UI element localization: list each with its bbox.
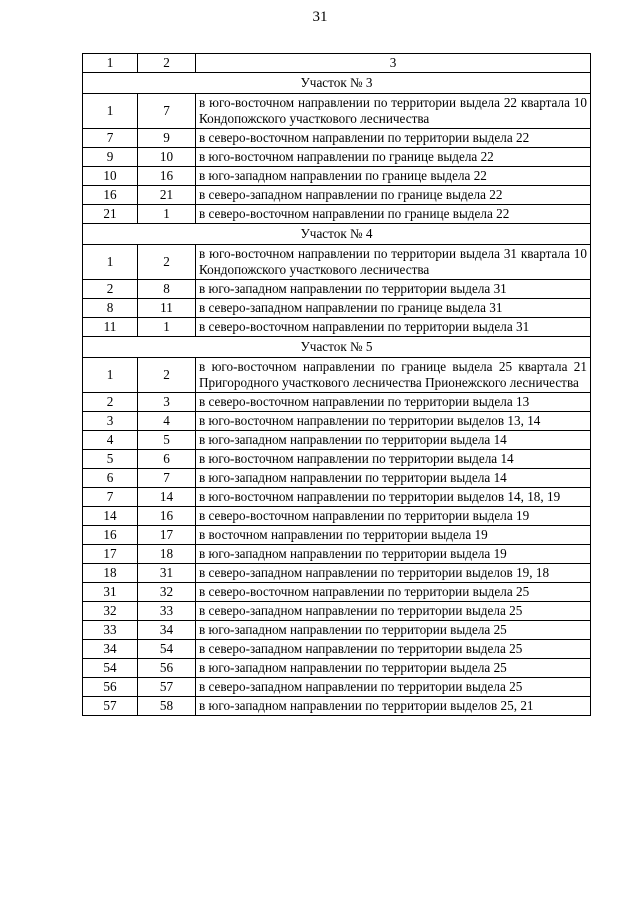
from-point-cell: 16 (83, 526, 138, 545)
table-row (83, 450, 591, 469)
to-point-cell: 2 (138, 358, 196, 393)
to-point-cell: 3 (138, 393, 196, 412)
from-point-cell: 6 (83, 469, 138, 488)
from-point-cell: 56 (83, 678, 138, 697)
section-title: Участок № 3 (83, 73, 591, 94)
from-point-cell: 8 (83, 299, 138, 318)
table-row (83, 205, 591, 224)
table-row (83, 659, 591, 678)
to-point-cell: 8 (138, 280, 196, 299)
direction-description-cell: в юго-восточном направлении по территории выдела 31 квартала 10 Кондопожского участкового лесничества (196, 245, 591, 280)
from-point-cell: 1 (83, 94, 138, 129)
from-point-cell: 9 (83, 148, 138, 167)
table-row (83, 245, 591, 280)
direction-description-cell: в северо-восточном направлении по территории выдела 19 (196, 507, 591, 526)
to-point-cell: 16 (138, 507, 196, 526)
to-point-cell: 7 (138, 94, 196, 129)
to-point-cell: 14 (138, 488, 196, 507)
table-row (83, 393, 591, 412)
to-point-cell: 9 (138, 129, 196, 148)
from-point-cell: 10 (83, 167, 138, 186)
from-point-cell: 7 (83, 129, 138, 148)
to-point-cell: 18 (138, 545, 196, 564)
from-point-cell: 1 (83, 245, 138, 280)
to-point-cell: 33 (138, 602, 196, 621)
to-point-cell: 11 (138, 299, 196, 318)
column-header-1: 1 (83, 54, 138, 73)
table-row (83, 678, 591, 697)
table-row (83, 318, 591, 337)
to-point-cell: 57 (138, 678, 196, 697)
direction-description-cell: в юго-западном направлении по территории выдела 14 (196, 431, 591, 450)
direction-description-cell: в юго-восточном направлении по территории выдела 14 (196, 450, 591, 469)
direction-description-cell: в северо-восточном направлении по территории выдела 25 (196, 583, 591, 602)
from-point-cell: 17 (83, 545, 138, 564)
table-row (83, 621, 591, 640)
table-row (83, 564, 591, 583)
direction-description-cell: в юго-восточном направлении по территории выделов 13, 14 (196, 412, 591, 431)
direction-description-cell: в юго-западном направлении по территории выдела 25 (196, 659, 591, 678)
to-point-cell: 6 (138, 450, 196, 469)
from-point-cell: 1 (83, 358, 138, 393)
to-point-cell: 54 (138, 640, 196, 659)
direction-description-cell: в северо-западном направлении по границе выдела 31 (196, 299, 591, 318)
direction-description-cell: в юго-западном направлении по территории выделов 25, 21 (196, 697, 591, 716)
to-point-cell: 1 (138, 318, 196, 337)
table-row (83, 148, 591, 167)
from-point-cell: 54 (83, 659, 138, 678)
direction-description-cell: в северо-восточном направлении по границе выдела 22 (196, 205, 591, 224)
from-point-cell: 34 (83, 640, 138, 659)
direction-description-cell: в северо-восточном направлении по территории выдела 31 (196, 318, 591, 337)
to-point-cell: 58 (138, 697, 196, 716)
to-point-cell: 16 (138, 167, 196, 186)
direction-description-cell: в юго-западном направлении по территории выдела 19 (196, 545, 591, 564)
table-row (83, 299, 591, 318)
table-row (83, 358, 591, 393)
to-point-cell: 31 (138, 564, 196, 583)
table-row (83, 431, 591, 450)
from-point-cell: 32 (83, 602, 138, 621)
from-point-cell: 31 (83, 583, 138, 602)
table-header-row (83, 54, 591, 73)
table-body (83, 54, 591, 716)
from-point-cell: 14 (83, 507, 138, 526)
direction-description-cell: в северо-западном направлении по территории выдела 25 (196, 678, 591, 697)
to-point-cell: 34 (138, 621, 196, 640)
from-point-cell: 2 (83, 393, 138, 412)
direction-description-cell: в юго-восточном направлении по территории выдела 22 квартала 10 Кондопожского участкового лесничества (196, 94, 591, 129)
section-header-row (83, 73, 591, 94)
table-row (83, 186, 591, 205)
table-row (83, 507, 591, 526)
to-point-cell: 2 (138, 245, 196, 280)
direction-description-cell: в северо-восточном направлении по территории выдела 22 (196, 129, 591, 148)
column-header-3: 3 (196, 54, 591, 73)
direction-description-cell: в юго-восточном направлении по границе выдела 22 (196, 148, 591, 167)
table-row (83, 94, 591, 129)
to-point-cell: 21 (138, 186, 196, 205)
direction-description-cell: в северо-западном направлении по территории выделов 19, 18 (196, 564, 591, 583)
table-row (83, 469, 591, 488)
to-point-cell: 7 (138, 469, 196, 488)
table-row (83, 640, 591, 659)
direction-description-cell: в юго-восточном направлении по границе выдела 25 квартала 21 Пригородного участкового лесничества Прионежского лесничества (196, 358, 591, 393)
from-point-cell: 57 (83, 697, 138, 716)
to-point-cell: 4 (138, 412, 196, 431)
from-point-cell: 2 (83, 280, 138, 299)
section-title: Участок № 4 (83, 224, 591, 245)
table-row (83, 488, 591, 507)
from-point-cell: 33 (83, 621, 138, 640)
to-point-cell: 5 (138, 431, 196, 450)
section-header-row (83, 224, 591, 245)
table-row (83, 697, 591, 716)
direction-description-cell: в северо-восточном направлении по территории выдела 13 (196, 393, 591, 412)
table-row (83, 583, 591, 602)
from-point-cell: 5 (83, 450, 138, 469)
section-title: Участок № 5 (83, 337, 591, 358)
direction-description-cell: в юго-восточном направлении по территории выделов 14, 18, 19 (196, 488, 591, 507)
section-header-row (83, 337, 591, 358)
direction-description-cell: в северо-западном направлении по территории выдела 25 (196, 640, 591, 659)
table-row (83, 526, 591, 545)
to-point-cell: 17 (138, 526, 196, 545)
to-point-cell: 10 (138, 148, 196, 167)
direction-description-cell: в восточном направлении по территории выдела 19 (196, 526, 591, 545)
table-row (83, 602, 591, 621)
direction-description-cell: в юго-западном направлении по территории выдела 14 (196, 469, 591, 488)
direction-description-cell: в северо-западном направлении по границе выдела 22 (196, 186, 591, 205)
from-point-cell: 16 (83, 186, 138, 205)
table-row (83, 280, 591, 299)
table-row (83, 545, 591, 564)
direction-description-cell: в юго-западном направлении по территории выдела 31 (196, 280, 591, 299)
column-header-2: 2 (138, 54, 196, 73)
table-row (83, 167, 591, 186)
from-point-cell: 21 (83, 205, 138, 224)
page-number: 31 (312, 9, 328, 25)
table-row (83, 129, 591, 148)
from-point-cell: 7 (83, 488, 138, 507)
from-point-cell: 11 (83, 318, 138, 337)
to-point-cell: 32 (138, 583, 196, 602)
direction-description-cell: в юго-западном направлении по границе выдела 22 (196, 167, 591, 186)
from-point-cell: 18 (83, 564, 138, 583)
from-point-cell: 3 (83, 412, 138, 431)
to-point-cell: 1 (138, 205, 196, 224)
from-point-cell: 4 (83, 431, 138, 450)
route-table (82, 53, 591, 716)
direction-description-cell: в северо-западном направлении по территории выдела 25 (196, 602, 591, 621)
table-row (83, 412, 591, 431)
to-point-cell: 56 (138, 659, 196, 678)
direction-description-cell: в юго-западном направлении по территории выдела 25 (196, 621, 591, 640)
